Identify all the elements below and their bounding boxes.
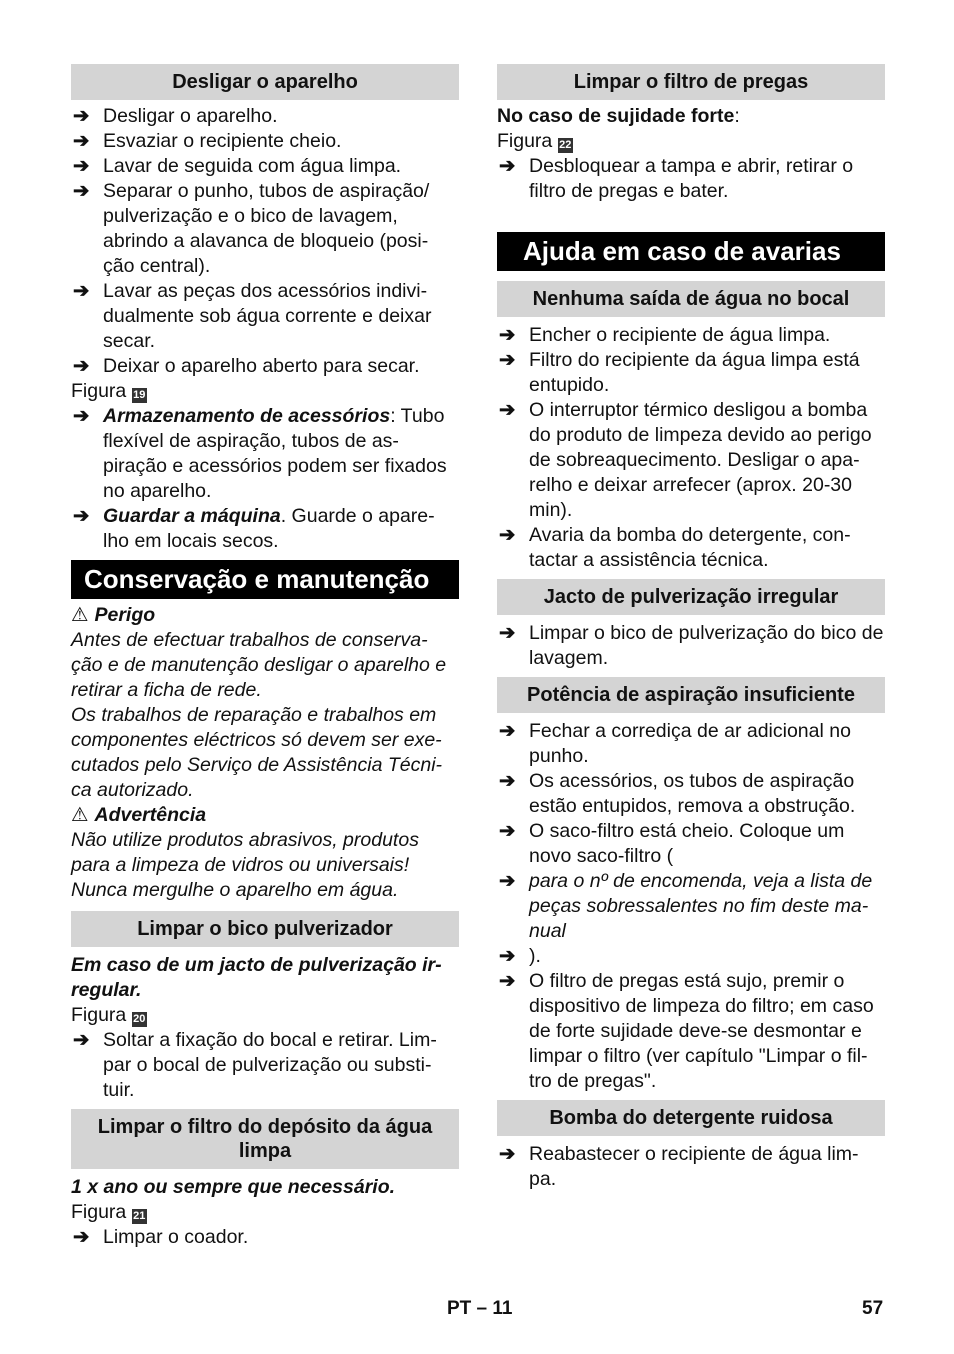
figure-reference: Figura 22 xyxy=(497,130,572,152)
section-heading: Limpar o filtro de pregas xyxy=(497,64,885,100)
arrow-icon: ➔ xyxy=(499,870,516,892)
arrow-icon: ➔ xyxy=(73,105,90,127)
danger-title: ⚠ Perigo xyxy=(71,604,156,626)
arrow-icon: ➔ xyxy=(499,720,516,742)
figure-number-icon: 21 xyxy=(133,1210,146,1222)
right-column xyxy=(497,64,885,1192)
section-heading: Limpar o bico pulverizador xyxy=(71,911,459,947)
chapter-heading: Conservação e manutenção xyxy=(71,560,459,599)
arrow-icon: ➔ xyxy=(499,524,516,546)
warning-text: Não utilize produtos abrasivos, produtos para a limpeza de vidros ou universais! Nunca mergulhe o aparelho em água. xyxy=(71,829,419,901)
arrow-icon: ➔ xyxy=(73,405,90,427)
arrow-icon: ➔ xyxy=(499,970,516,992)
arrow-icon: ➔ xyxy=(499,622,516,644)
list-item: ➔ Separar o punho, tubos de aspiração/ pulverização e o bico de lavagem, abrindo a alavanca de bloqueio (posi- ção central). xyxy=(73,180,430,277)
arrow-icon: ➔ xyxy=(73,130,90,152)
warning-icon: ⚠ xyxy=(71,804,89,826)
left-column xyxy=(71,64,459,1250)
list-item: ➔ Filtro do recipiente da água limpa está entupido. xyxy=(499,349,860,396)
arrow-icon: ➔ xyxy=(499,324,516,346)
arrow-icon: ➔ xyxy=(499,1143,516,1165)
arrow-icon: ➔ xyxy=(499,349,516,371)
section-heading: Nenhuma saída de água no bocal xyxy=(497,281,885,317)
list-item: ➔ Limpar o coador. xyxy=(73,1226,249,1248)
section-heading: Limpar o filtro do depósito da água limpa xyxy=(71,1109,459,1169)
figure-reference: Figura 21 xyxy=(71,1201,146,1223)
list-item: ➔ Os acessórios, os tubos de aspiração estão entupidos, remova a obstrução. xyxy=(499,770,856,817)
figure-number-icon: 19 xyxy=(133,389,146,401)
list-item: ➔ O saco-filtro está cheio. Coloque um novo saco-filtro ( xyxy=(499,820,845,867)
list-item: ➔ Armazenamento de acessórios: Tubo flexível de aspiração, tubos de as- piração e acessórios podem ser fixados no aparelho. xyxy=(73,405,447,502)
arrow-icon: ➔ xyxy=(73,1226,90,1248)
figure-number-icon: 20 xyxy=(133,1013,146,1025)
list-item: ➔ Avaria da bomba do detergente, con- tactar a assistência técnica. xyxy=(499,524,851,571)
danger-text: Os trabalhos de reparação e trabalhos em componentes eléctricos só devem ser exe- cutados pelo Serviço de Assistência Técni- ca autorizado. xyxy=(71,704,443,801)
list-item: ➔ Soltar a fixação do bocal e retirar. Lim- par o bocal de pulverização ou substi- tuir. xyxy=(73,1029,437,1101)
list-item: ➔ Fechar a corrediça de ar adicional no punho. xyxy=(499,720,851,767)
arrow-icon: ➔ xyxy=(499,155,516,177)
list-item: ➔ Reabastecer o recipiente de água lim- pa. xyxy=(499,1143,859,1190)
list-item: ➔ Guardar a máquina. Guarde o apare- lho em locais secos. xyxy=(73,505,435,552)
arrow-icon: ➔ xyxy=(73,505,90,527)
danger-text: Antes de efectuar trabalhos de conserva- ção e de manutenção desligar o aparelho e retirar a ficha de rede. xyxy=(71,629,447,701)
figure-reference: Figura 20 xyxy=(71,1004,146,1026)
list-item: ➔ Esvaziar o recipiente cheio. xyxy=(73,130,342,152)
list-item: ➔ O interruptor térmico desligou a bomba do produto de limpeza devido ao perigo de sobreaquecimento. Desligar o apa- relho e deixar arrefecer (aprox. 20-30 min). xyxy=(499,399,872,521)
section-condition: Em caso de um jacto de pulverização ir- regular. xyxy=(71,954,442,1001)
list-item: ➔ Encher o recipiente de água limpa. xyxy=(499,324,831,346)
figure-reference: Figura 19 xyxy=(71,380,146,402)
list-item: ➔ para o nº de encomenda, veja a lista de peças sobressalentes no fim deste ma- nual xyxy=(499,870,873,942)
list-item: ➔ Limpar o bico de pulverização do bico de lavagem. xyxy=(499,622,884,669)
arrow-icon: ➔ xyxy=(73,1029,90,1051)
section-heading: Desligar o aparelho xyxy=(71,64,459,100)
list-item: ➔ Lavar as peças dos acessórios indivi- dualmente sob água corrente e deixar secar. xyxy=(73,280,432,352)
footer-language-page: PT – 11 xyxy=(447,1298,513,1319)
list-item: ➔ ). xyxy=(499,945,541,967)
arrow-icon: ➔ xyxy=(499,399,516,421)
list-item: ➔ Deixar o aparelho aberto para secar. xyxy=(73,355,420,377)
chapter-heading: Ajuda em caso de avarias xyxy=(497,232,885,271)
warning-icon: ⚠ xyxy=(71,604,89,626)
arrow-icon: ➔ xyxy=(499,820,516,842)
figure-number-icon: 22 xyxy=(559,139,572,151)
arrow-icon: ➔ xyxy=(73,155,90,177)
arrow-icon: ➔ xyxy=(73,180,90,202)
section-heading: Bomba do detergente ruidosa xyxy=(497,1100,885,1136)
section-heading: Potência de aspiração insuficiente xyxy=(497,677,885,713)
list-item: ➔ Desligar o aparelho. xyxy=(73,105,278,127)
list-item: ➔ O filtro de pregas está sujo, premir o dispositivo de limpeza do filtro; em caso de forte sujidade deve-se desmontar e limpar o filtro (ver capítulo "Limpar o fil- tro de pregas". xyxy=(499,970,874,1092)
list-item: ➔ Desbloquear a tampa e abrir, retirar o filtro de pregas e bater. xyxy=(499,155,854,202)
list-item: ➔ Lavar de seguida com água limpa. xyxy=(73,155,402,177)
section-condition: No caso de sujidade forte: xyxy=(497,105,740,127)
arrow-icon: ➔ xyxy=(73,280,90,302)
warning-title: ⚠ Advertência xyxy=(71,804,207,826)
section-condition: 1 x ano ou sempre que necessário. xyxy=(71,1176,396,1198)
arrow-icon: ➔ xyxy=(499,770,516,792)
arrow-icon: ➔ xyxy=(73,355,90,377)
arrow-icon: ➔ xyxy=(499,945,516,967)
section-heading: Jacto de pulverização irregular xyxy=(497,579,885,615)
page-number: 57 xyxy=(862,1298,884,1319)
